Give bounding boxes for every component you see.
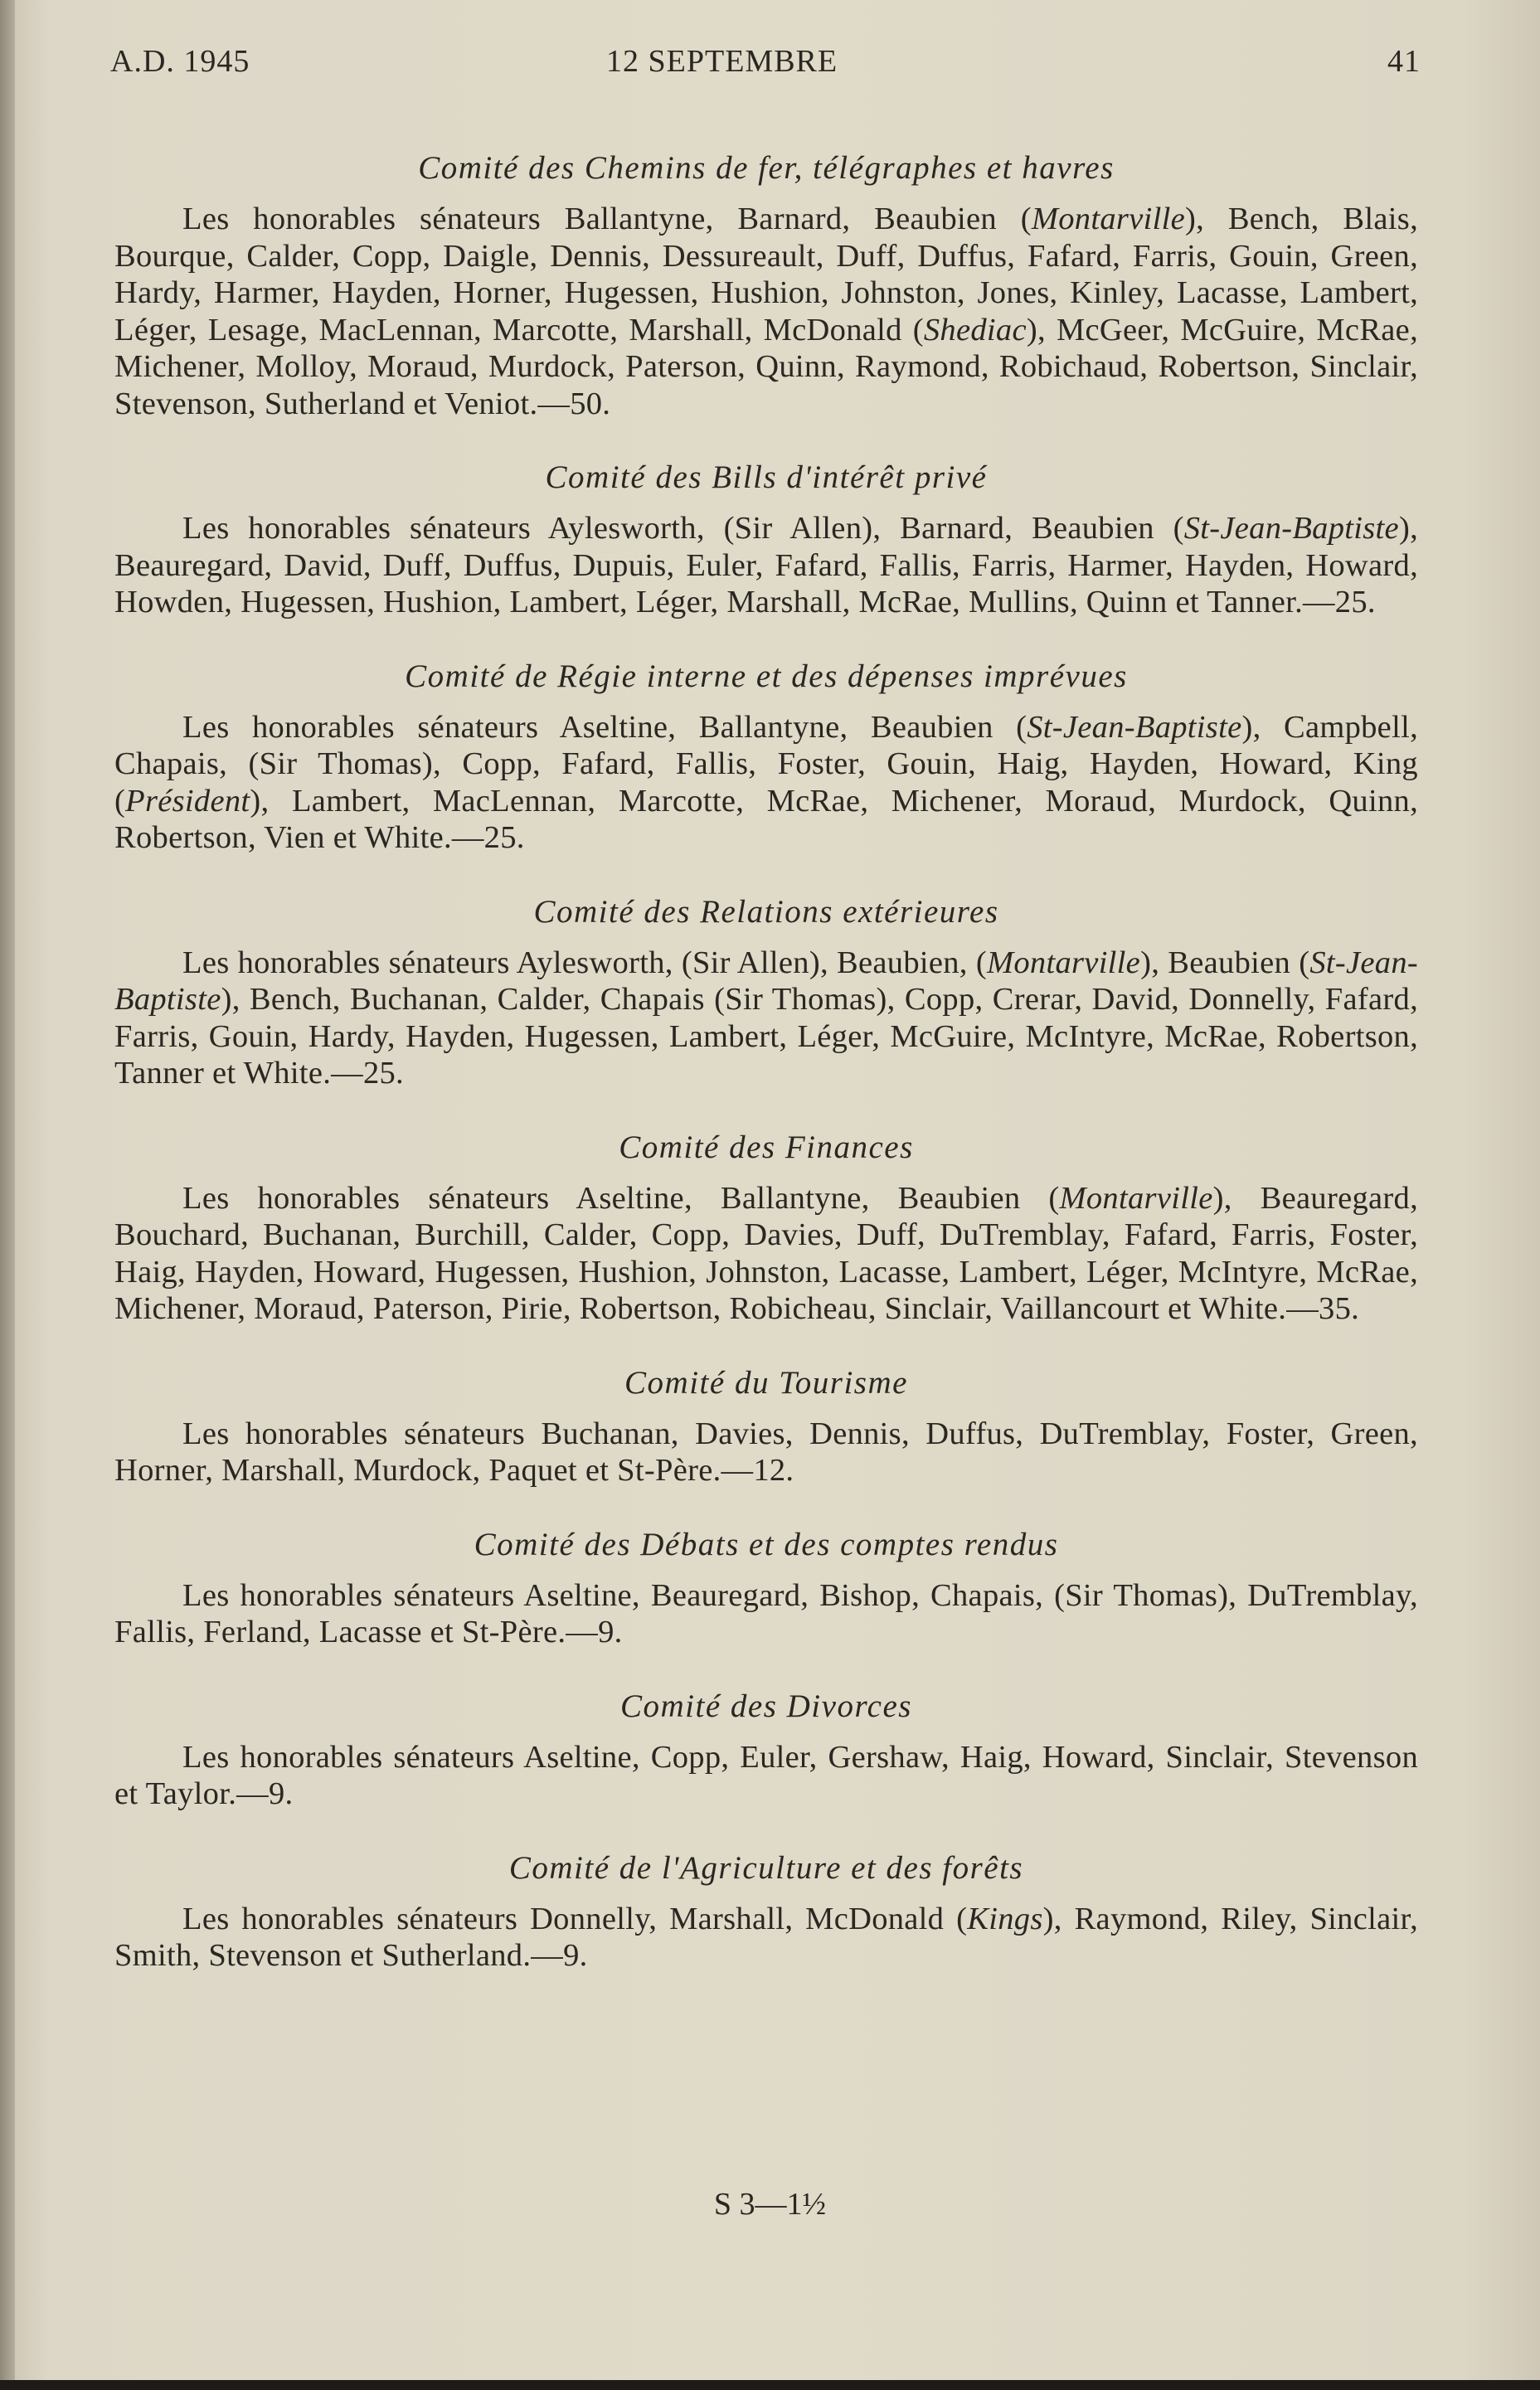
members-text: Les honorables sénateurs Buchanan, Davies, Dennis, Duffus, DuTremblay, Foster, Green, Horner, Marshall, Murdock, Paquet et St-Père.—12. <box>114 1416 1418 1488</box>
page-bottom-edge <box>0 2380 1540 2390</box>
members-text: ), Beauregard, Bouchard, Buchanan, Burchill, Calder, Copp, Davies, Duff, DuTremblay, Fafard, Farris, Foster, Haig, Hayden, Howard, Hugessen, Hushion, Johnston, Lacasse, Lambert, Léger, McIntyre, McRae, Michener, Moraud, Paterson, Pirie, Robertson, Robicheau, Sinclair, Vaillancourt et White.—35. <box>114 1180 1418 1326</box>
members-text: ), Campbell, Chapais, (Sir Thomas), Copp, Fafard, Fallis, Foster, Gouin, Haig, Hayden, Howard, King ( <box>114 709 1418 819</box>
members-text: Les honorables sénateurs Donnelly, Marshall, McDonald ( <box>182 1901 968 1936</box>
committee-title: Comité du Tourisme <box>624 1364 908 1401</box>
page-binding-edge <box>0 0 15 2390</box>
committee-title: Comité de Régie interne et des dépenses imprévues <box>405 658 1128 694</box>
committee-title: Comité des Chemins de fer, télégraphes et havres <box>418 150 1115 186</box>
members-italic-text: St-Jean-Baptiste <box>1183 511 1399 546</box>
committee-title: Comité des Divorces <box>620 1688 912 1724</box>
members-text: ), Beauregard, David, Duff, Duffus, Dupuis, Euler, Fafard, Fallis, Farris, Harmer, Hayden, Howard, Howden, Hugessen, Hushion, Lambert, Léger, Marshall, McRae, Mullins, Quinn et Tanner.—25. <box>114 511 1418 619</box>
committee-section <box>114 1849 1418 1975</box>
committee-title: Comité des Débats et des comptes rendus <box>474 1526 1059 1562</box>
members-text: ), Beaubien ( <box>1140 945 1310 980</box>
members-text: ), Bench, Buchanan, Calder, Chapais (Sir Thomas), Copp, Crerar, David, Donnelly, Fafard, Farris, Gouin, Hardy, Hayden, Hugessen, Lambert, Léger, McGuire, McIntyre, McRae, Robertson, Tanner et White.—25. <box>114 982 1418 1091</box>
members-text: ), Lambert, MacLennan, Marcotte, McRae, Michener, Moraud, Murdock, Quinn, Robertson, Vien et White.—25. <box>114 783 1418 855</box>
members-italic-text: Président <box>125 783 250 819</box>
members-text: Les honorables sénateurs Aseltine, Beauregard, Bishop, Chapais, (Sir Thomas), DuTremblay, Fallis, Ferland, Lacasse et St-Père.—9. <box>114 1577 1418 1649</box>
committee-section <box>114 459 1418 621</box>
committee-section <box>114 1526 1418 1651</box>
printer-signature: S 3—1½ <box>713 2187 827 2222</box>
committee-members <box>114 1577 1418 1651</box>
members-italic-text: Kings <box>967 1901 1043 1936</box>
members-text: Les honorables sénateurs Aylesworth, (Sir Allen), Barnard, Beaubien ( <box>182 511 1184 546</box>
members-text: ), Raymond, Riley, Sinclair, Smith, Stevenson et Sutherland.—9. <box>114 1901 1418 1973</box>
members-italic-text: Montarville <box>1059 1180 1213 1216</box>
committee-section <box>114 658 1418 857</box>
committee-list <box>114 149 1418 2011</box>
members-italic-text: St-Jean-Baptiste <box>114 945 1418 1017</box>
members-text: Les honorables sénateurs Aseltine, Ballantyne, Beaubien ( <box>182 1180 1060 1216</box>
members-italic-text: Shediac <box>923 312 1027 347</box>
members-text: Les honorables sénateurs Aseltine, Copp, Euler, Gershaw, Haig, Howard, Sinclair, Stevenson et Taylor.—9. <box>114 1739 1418 1811</box>
committee-section <box>114 1129 1418 1328</box>
committee-section <box>114 1688 1418 1813</box>
page-number: 41 <box>1387 44 1421 79</box>
committee-section <box>114 893 1418 1092</box>
committee-members <box>114 1416 1418 1489</box>
committee-title: Comité des Finances <box>619 1129 914 1165</box>
members-italic-text: St-Jean-Baptiste <box>1027 709 1242 745</box>
running-head <box>110 43 1421 93</box>
members-text: ), Bench, Blais, Bourque, Calder, Copp, Daigle, Dennis, Dessureault, Duff, Duffus, Fafard, Farris, Gouin, Green, Hardy, Harmer, Hayden, Horner, Hugessen, Hushion, Johnston, Jones, Kinley, Lacasse, Lambert, Léger, Lesage, MacLennan, Marcotte, Marshall, McDonald ( <box>114 202 1418 347</box>
committee-title: Comité des Relations extérieures <box>533 893 999 930</box>
committee-members <box>114 1901 1418 1975</box>
committee-members <box>114 201 1418 422</box>
members-italic-text: Montarville <box>1031 202 1185 236</box>
members-italic-text: Montarville <box>987 945 1141 980</box>
committee-title: Comité des Bills d'intérêt privé <box>545 459 988 495</box>
header-date: 12 SEPTEMBRE <box>606 44 838 79</box>
committee-members <box>114 1180 1418 1328</box>
header-year: A.D. 1945 <box>110 44 250 79</box>
committee-members <box>114 510 1418 621</box>
members-text: Les honorables sénateurs Aylesworth, (Sir Allen), Beaubien, ( <box>182 945 987 980</box>
committee-section <box>114 1364 1418 1489</box>
members-text: Les honorables sénateurs Ballantyne, Barnard, Beaubien ( <box>182 202 1032 236</box>
members-text: Les honorables sénateurs Aseltine, Ballantyne, Beaubien ( <box>182 709 1027 745</box>
committee-section <box>114 149 1418 422</box>
committee-members <box>114 709 1418 857</box>
committee-members <box>114 1739 1418 1813</box>
members-text: ), McGeer, McGuire, McRae, Michener, Molloy, Moraud, Murdock, Paterson, Quinn, Raymond, Robichaud, Robertson, Sinclair, Stevenson, Sutherland et Veniot.—50. <box>114 312 1418 421</box>
committee-title: Comité de l'Agriculture et des forêts <box>508 1849 1024 1886</box>
committee-members <box>114 945 1418 1092</box>
